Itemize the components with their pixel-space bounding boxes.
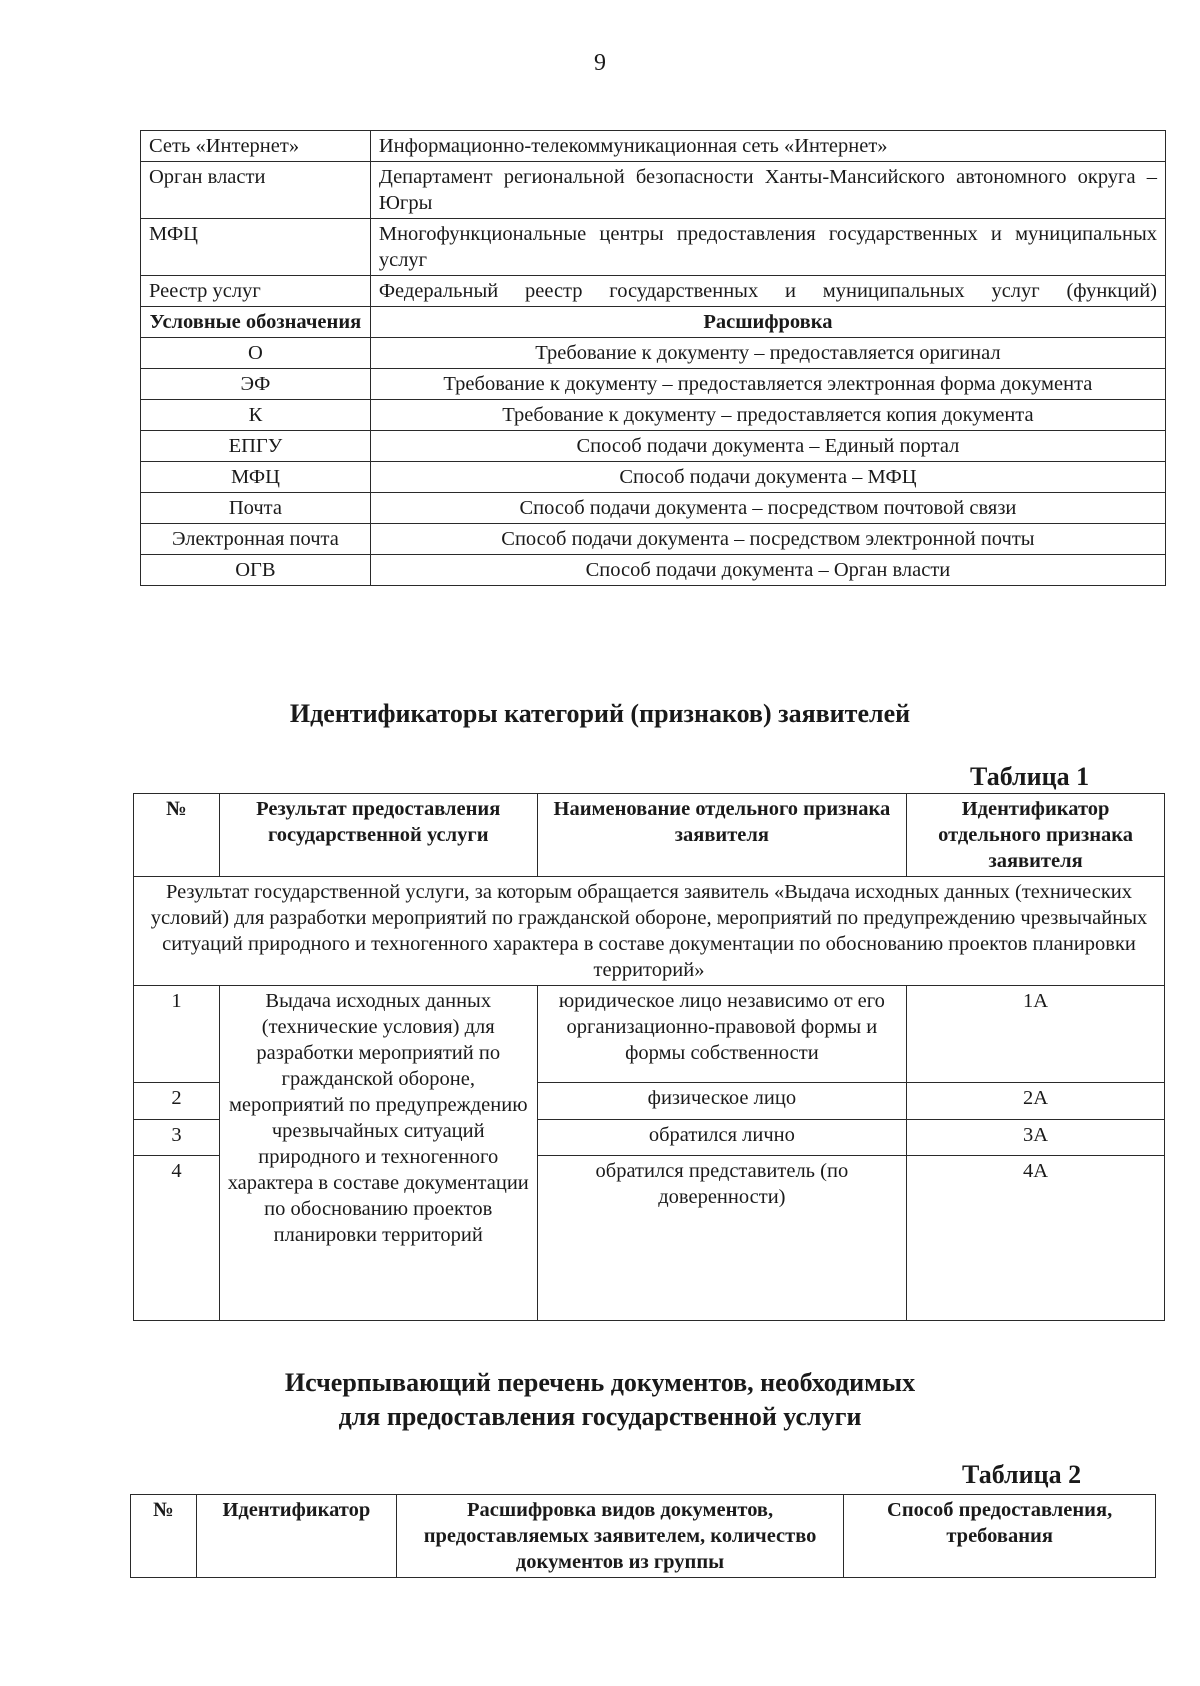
legend-meaning: Способ подачи документа – посредством почтовой связи: [370, 493, 1165, 524]
table-row: [134, 986, 1165, 1083]
table-header-row: [131, 1495, 1156, 1578]
row-number: 4: [134, 1156, 220, 1321]
applicant-categories-table: [133, 793, 1165, 1321]
result-cell: Выдача исходных данных (технические условия) для разработки мероприятий по гражданской обороне, мероприятий по предупреждению чрезвычайных ситуаций природного и техногенного характера в составе документации по обоснованию проектов планировки территорий: [219, 986, 537, 1321]
table-row: [141, 369, 1166, 400]
legend-meaning: Требование к документу – предоставляется копия документа: [370, 400, 1165, 431]
service-result-description: Результат государственной услуги, за которым обращается заявитель «Выдача исходных данных (технических условий) для разработки мероприятий по гражданской обороне, мероприятий по предупреждению чрезвычайных ситуаций природного и техногенного характера в составе документации по обоснованию проектов планировки территорий»: [134, 877, 1165, 986]
table-row: [141, 219, 1166, 276]
column-header-result: Результат предоставления государственной услуги: [219, 794, 537, 877]
identifier-cell: 1А: [907, 986, 1165, 1083]
definition-cell: Информационно-телекоммуникационная сеть «Интернет»: [370, 131, 1165, 162]
legend-symbol: ЕПГУ: [141, 431, 371, 462]
legend-meaning: Способ подачи документа – Орган власти: [370, 555, 1165, 586]
table-row: [141, 338, 1166, 369]
legend-header-row: [141, 307, 1166, 338]
column-header-number: №: [131, 1495, 197, 1578]
abbreviations-table: [140, 130, 1166, 586]
legend-symbol: ОГВ: [141, 555, 371, 586]
column-header-method: Способ предоставления, требования: [844, 1495, 1156, 1578]
table-row: [141, 493, 1166, 524]
legend-meaning: Способ подачи документа – Единый портал: [370, 431, 1165, 462]
identifier-cell: 2А: [907, 1083, 1165, 1119]
legend-symbol: МФЦ: [141, 462, 371, 493]
table-row: [141, 131, 1166, 162]
section2-heading-line2: для предоставления государственной услуги: [338, 1402, 862, 1431]
column-header-number: №: [134, 794, 220, 877]
table2-caption: Таблица 2: [962, 1460, 1082, 1489]
table-row: [141, 276, 1166, 307]
column-header-identifier: Идентификатор отдельного признака заявителя: [907, 794, 1165, 877]
legend-meaning-header: Расшифровка: [370, 307, 1165, 338]
legend-meaning: Способ подачи документа – МФЦ: [370, 462, 1165, 493]
table-row: [141, 431, 1166, 462]
table-row: [141, 555, 1166, 586]
feature-cell: обратился представитель (по доверенности): [537, 1156, 907, 1321]
column-header-feature: Наименование отдельного признака заявителя: [537, 794, 907, 877]
term-cell: Сеть «Интернет»: [141, 131, 371, 162]
documents-table: [130, 1494, 1156, 1578]
table-row: [141, 462, 1166, 493]
legend-symbol: Электронная почта: [141, 524, 371, 555]
span-row: [134, 877, 1165, 986]
page-number: 9: [594, 50, 606, 76]
legend-symbol: О: [141, 338, 371, 369]
column-header-identifier: Идентификатор: [196, 1495, 396, 1578]
legend-symbol-header: Условные обозначения: [141, 307, 371, 338]
feature-cell: физическое лицо: [537, 1083, 907, 1119]
legend-symbol: Почта: [141, 493, 371, 524]
section1-heading: Идентификаторы категорий (признаков) заявителей: [289, 699, 911, 728]
identifier-cell: 4А: [907, 1156, 1165, 1321]
table-header-row: [134, 794, 1165, 877]
table-row: [141, 400, 1166, 431]
legend-meaning: Способ подачи документа – посредством электронной почты: [370, 524, 1165, 555]
row-number: 3: [134, 1119, 220, 1155]
row-number: 1: [134, 986, 220, 1083]
legend-meaning: Требование к документу – предоставляется оригинал: [370, 338, 1165, 369]
definition-cell: Федеральный реестр государственных и муниципальных услуг (функций): [370, 276, 1165, 307]
row-number: 2: [134, 1083, 220, 1119]
feature-cell: юридическое лицо независимо от его организационно-правовой формы и формы собственности: [537, 986, 907, 1083]
definition-cell: Департамент региональной безопасности Ханты-Мансийского автономного округа – Югры: [370, 162, 1165, 219]
legend-meaning: Требование к документу – предоставляется электронная форма документа: [370, 369, 1165, 400]
column-header-documents: Расшифровка видов документов, предоставляемых заявителем, количество документов из группы: [396, 1495, 843, 1578]
legend-symbol: ЭФ: [141, 369, 371, 400]
section2-heading-line1: Исчерпывающий перечень документов, необходимых: [284, 1368, 916, 1397]
term-cell: МФЦ: [141, 219, 371, 276]
table-row: [141, 162, 1166, 219]
term-cell: Орган власти: [141, 162, 371, 219]
table1-caption: Таблица 1: [970, 762, 1090, 791]
term-cell: Реестр услуг: [141, 276, 371, 307]
table-row: [141, 524, 1166, 555]
feature-cell: обратился лично: [537, 1119, 907, 1155]
legend-symbol: К: [141, 400, 371, 431]
identifier-cell: 3А: [907, 1119, 1165, 1155]
definition-cell: Многофункциональные центры предоставления государственных и муниципальных услуг: [370, 219, 1165, 276]
